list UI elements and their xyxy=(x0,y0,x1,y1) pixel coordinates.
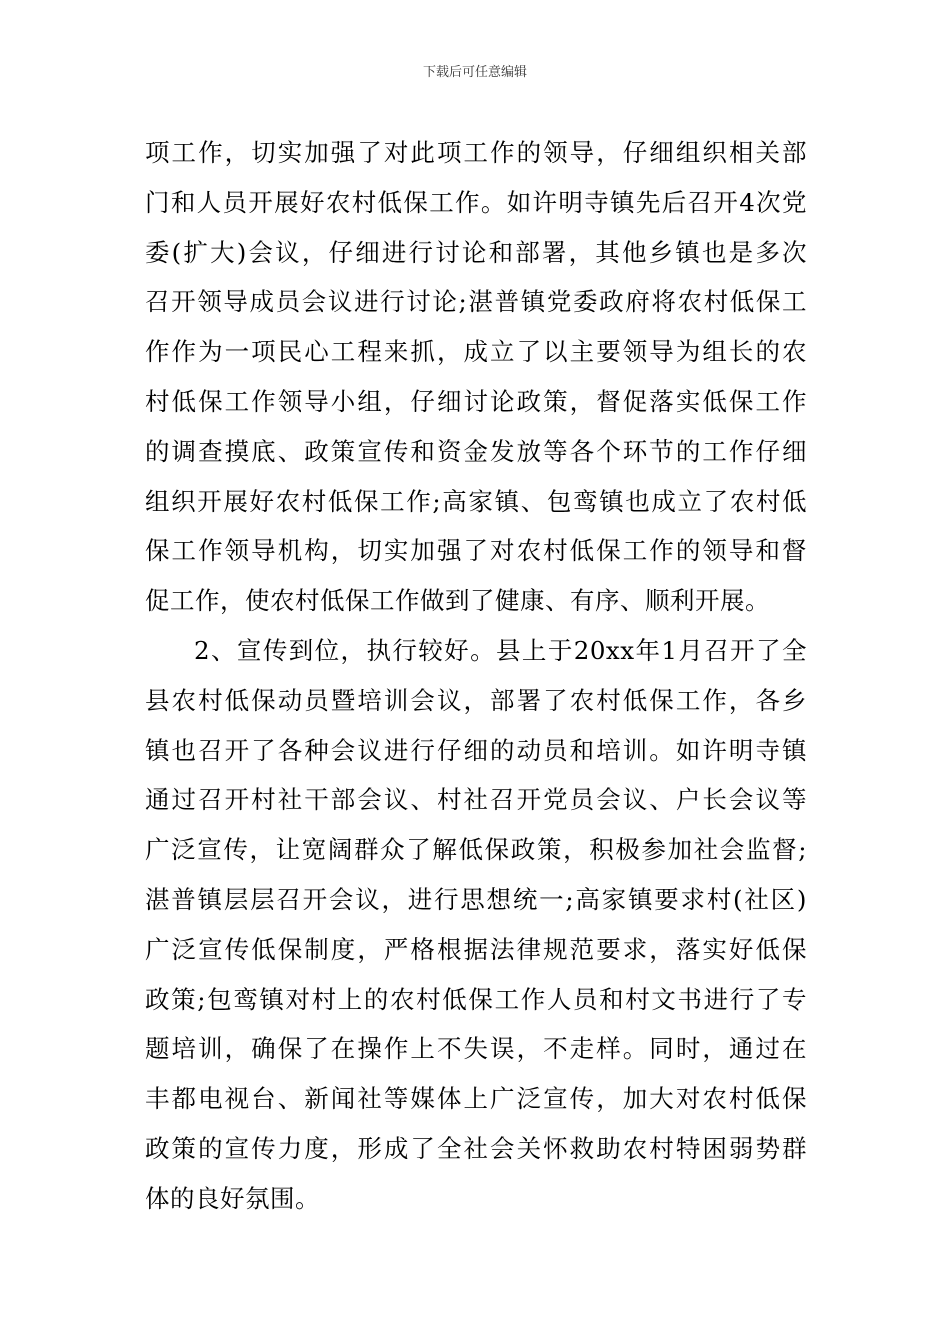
text-line: 通过召开村社干部会议、村社召开党员会议、户长会议等 xyxy=(145,785,807,815)
text-line: 政策的宣传力度，形成了全社会关怀救助农村特困弱势群 xyxy=(145,1133,807,1163)
paragraph-2 xyxy=(145,626,807,1224)
text-line: 门和人员开展好农村低保工作。如许明寺镇先后召开4次党 xyxy=(145,187,807,217)
text-line: 题培训，确保了在操作上不失误，不走样。同时，通过在 xyxy=(145,1034,807,1064)
text-line: 广泛宣传，让宽阔群众了解低保政策，积极参加社会监督; xyxy=(145,835,807,865)
text-line: 的调查摸底、政策宣传和资金发放等各个环节的工作仔细 xyxy=(145,436,807,466)
text-line: 体的良好氛围。 xyxy=(145,1183,320,1213)
text-line: 项工作，切实加强了对此项工作的领导，仔细组织相关部 xyxy=(145,138,807,167)
paragraph-1 xyxy=(145,128,807,626)
text-line: 村低保工作领导小组，仔细讨论政策，督促落实低保工作 xyxy=(145,386,807,416)
text-line: 作作为一项民心工程来抓，成立了以主要领导为组长的农 xyxy=(145,337,807,367)
document-body xyxy=(145,128,807,1224)
text-line: 召开领导成员会议进行讨论;湛普镇党委政府将农村低保工 xyxy=(145,287,807,317)
text-line: 湛普镇层层召开会议，进行思想统一;高家镇要求村(社区) xyxy=(145,884,807,914)
text-line: 组织开展好农村低保工作;高家镇、包鸾镇也成立了农村低 xyxy=(145,486,807,516)
text-line: 政策;包鸾镇对村上的农村低保工作人员和村文书进行了专 xyxy=(145,984,807,1014)
text-line: 广泛宣传低保制度，严格根据法律规范要求，落实好低保 xyxy=(145,934,807,964)
text-line: 促工作，使农村低保工作做到了健康、有序、顺利开展。 xyxy=(145,586,770,616)
text-line: 县农村低保动员暨培训会议，部署了农村低保工作，各乡 xyxy=(145,685,807,715)
text-line: 2、宣传到位，执行较好。县上于20xx年1月召开了全 xyxy=(194,635,807,665)
text-line: 镇也召开了各种会议进行仔细的动员和培训。如许明寺镇 xyxy=(145,735,807,765)
page-header-note: 下载后可任意编辑 xyxy=(422,65,527,80)
text-line: 委(扩大)会议，仔细进行讨论和部署，其他乡镇也是多次 xyxy=(145,237,807,267)
text-line: 丰都电视台、新闻社等媒体上广泛宣传，加大对农村低保 xyxy=(145,1084,807,1114)
text-line: 保工作领导机构，切实加强了对农村低保工作的领导和督 xyxy=(145,536,807,566)
